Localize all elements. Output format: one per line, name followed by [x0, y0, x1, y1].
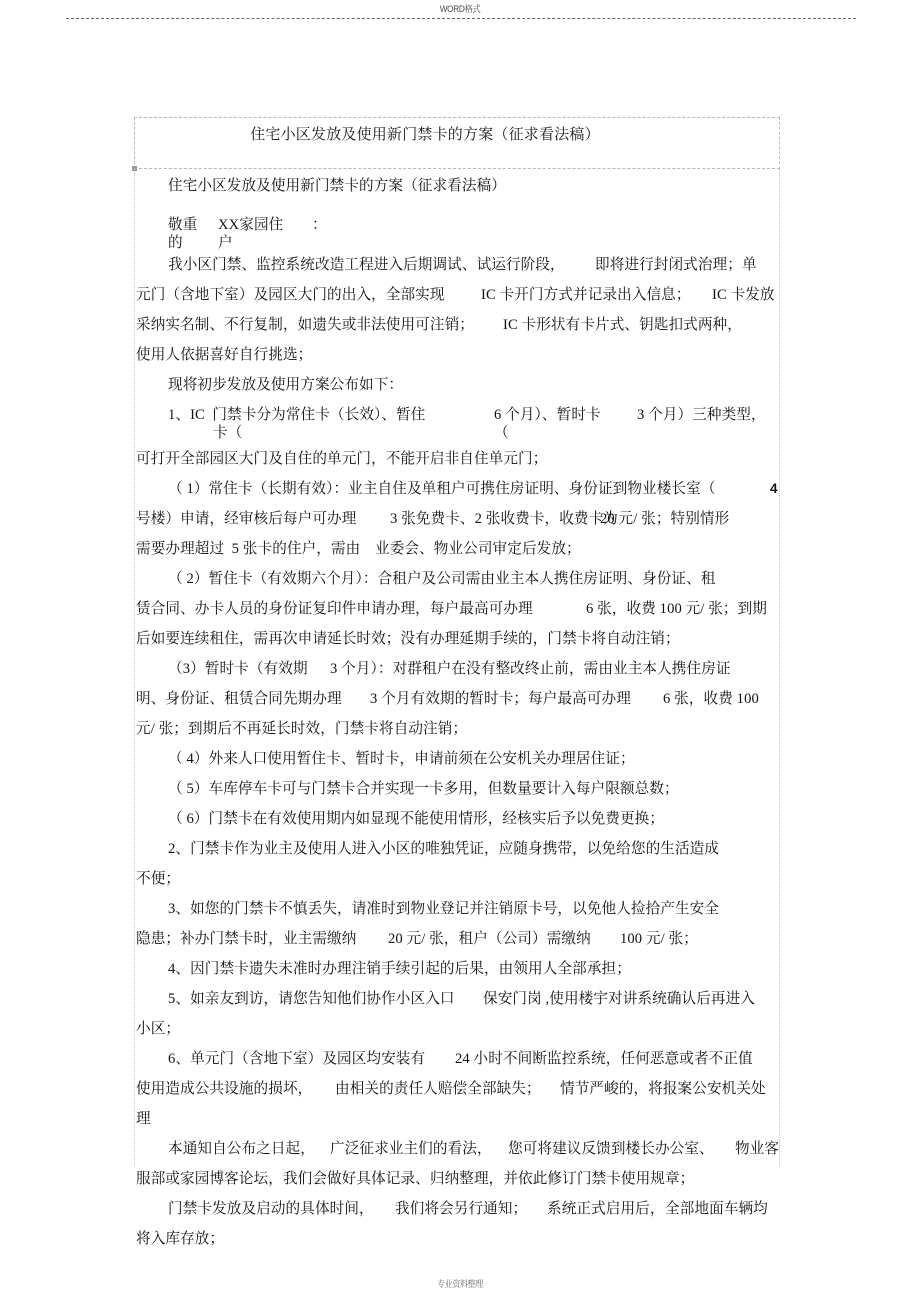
body-line: 卡（: [213, 425, 243, 441]
body-line: 后如要连续租住，需再次申请延长时效；没有办理延期手续的，门禁卡将自动注销；: [136, 631, 680, 647]
body-line: 本通知自公布之日起，: [168, 1141, 315, 1157]
body-line: 100 元/ 张；: [620, 931, 698, 947]
header-divider: [66, 18, 856, 19]
body-line: 现将初步发放及使用方案公布如下：: [168, 377, 404, 393]
body-line: 全部地面车辆均: [665, 1201, 768, 1217]
body-line: 可打开全部园区大门及自住的单元门，不能开启非自住单元门；: [136, 451, 548, 467]
body-line: 需要办理超过 5 张卡的住户，需由: [136, 541, 361, 557]
body-line: 2、门禁卡作为业主及使用人进入小区的唯独凭证，应随身携带，以免给您的生活造成: [168, 841, 720, 857]
salutation-colon: ：: [312, 217, 327, 233]
body-line: 3 个月）：对群租户在没有整改终止前，需由业主本人携住房证: [330, 661, 731, 677]
body-line: 明、身份证、租赁合同先期办理: [136, 691, 342, 707]
body-line: 我小区门禁、监控系统改造工程进入后期调试、试运行阶段，: [168, 257, 565, 273]
body-line: 6 张，收费 100 元/ 张；到期: [586, 601, 767, 617]
salutation-addressee-1: XX家园住: [218, 217, 284, 233]
body-line: 3 个月）三种类型，: [637, 407, 766, 423]
body-line: IC 卡开门方式并记录出入信息；: [481, 287, 691, 303]
body-line: 隐患；补办门禁卡时，业主需缴纳: [136, 931, 357, 947]
salutation-addressee-2: 户: [218, 235, 233, 251]
body-line: 6 张，收费 100: [663, 691, 759, 707]
body-line: 即将进行封闭式治理；单: [595, 257, 757, 273]
body-line: 20 元/ 张，租户（公司）需缴纳: [388, 931, 591, 947]
body-line: 门禁卡发放及启动的具体时间，: [168, 1201, 374, 1217]
body-line: 24 小时不间断监控系统，任何恶意或者不正值: [455, 1051, 753, 1067]
body-line: 6 个月）、暂时卡: [494, 407, 601, 423]
body-line: 将入库存放；: [136, 1231, 225, 1247]
body-line: 使用人依据喜好自行挑选；: [136, 347, 313, 363]
body-line: 赁合同、办卡人员的身份证复印件申请办理，每户最高可办理: [136, 601, 533, 617]
body-line: IC 卡形状有卡片式、钥匙扣式两种，: [503, 317, 742, 333]
title-textbox-label: 住宅小区发放及使用新门禁卡的方案（征求看法稿）: [250, 127, 600, 143]
body-line: 采纳实名制、不行复制，如遗失或非法使用可注销；: [136, 317, 474, 333]
body-line: 元门（含地下室）及园区大门的出入，全部实现: [136, 287, 445, 303]
body-line: 6、单元门（含地下室）及园区均安装有: [168, 1051, 426, 1067]
body-line: 元/ 张；到期后不再延长时效，门禁卡将自动注销；: [136, 721, 468, 737]
body-line: 服部或家园博客论坛，我们会做好具体记录、归纳整理，并依此修订门禁卡使用规章；: [136, 1171, 695, 1187]
body-line: 4、因门禁卡遗失未准时办理注销手续引起的后果，由领用人全部承担；: [168, 961, 631, 977]
body-line: 1、IC 门禁卡分为常住卡（长效）、暂住: [168, 407, 426, 423]
margin-page-number: 4: [770, 481, 778, 496]
body-line: 使用造成公共设施的损坏，: [136, 1081, 313, 1097]
header-label: WORD格式: [439, 4, 481, 14]
body-line: （ 2）暂住卡（有效期六个月）：合租户及公司需由业主本人携住房证明、身份证、租: [168, 571, 716, 587]
body-line: 3 张免费卡、2 张收费卡，收费卡为: [390, 511, 619, 527]
body-line: 号楼）申请，经审核后每户可办理: [136, 511, 357, 527]
body-line: 5、如亲友到访，请您告知他们协作小区入口: [168, 991, 455, 1007]
body-line: 3、如您的门禁卡不慎丢失，请准时到物业登记并注销原卡号，以免他人捡拾产生安全: [168, 901, 720, 917]
body-line: 20 元/ 张；特别情形: [600, 511, 730, 527]
body-line: 业委会、物业公司审定后发放；: [375, 541, 581, 557]
body-line: 不便；: [136, 871, 181, 887]
body-line: 我们将会另行通知；: [395, 1201, 528, 1217]
body-line: （: [494, 425, 509, 441]
salutation-honorific-1: 敬重: [168, 217, 198, 233]
body-line: （ 4）外来人口使用暂住卡、暂时卡，申请前须在公安机关办理居住证；: [168, 751, 635, 767]
body-line: 3 个月有效期的暂时卡；每户最高可办理: [370, 691, 631, 707]
salutation-honorific-2: 的: [168, 235, 183, 251]
body-line: IC 卡发放: [712, 287, 775, 303]
title-textbox[interactable]: [134, 117, 780, 169]
body-line: （ 1）常住卡（长期有效）：业主自住及单租户可携住房证明、身份证到物业楼长室（: [168, 481, 716, 497]
body-line: （ 5）车库停车卡可与门禁卡合并实现一卡多用，但数量要计入每户限额总数；: [168, 781, 679, 797]
body-line: 由相关的责任人赔偿全部缺失；: [335, 1081, 541, 1097]
document-heading: 住宅小区发放及使用新门禁卡的方案（征求看法稿）: [168, 178, 506, 194]
body-line: 您可将建议反馈到楼长办公室、: [508, 1141, 714, 1157]
body-line: 小区；: [136, 1021, 181, 1037]
body-line: 系统正式启用后，: [547, 1201, 665, 1217]
body-line: （ 6）门禁卡在有效使用期内如显现不能使用情形，经核实后予以免费更换；: [168, 811, 665, 827]
body-line: 情节严峻的，将报案公安机关处: [560, 1081, 766, 1097]
footer-label: 专业资料整理: [437, 1279, 483, 1289]
page-header: [0, 0, 920, 30]
body-line: 物业客: [735, 1141, 780, 1157]
body-line: 保安门岗 ,使用楼宇对讲系统确认后再进入: [483, 991, 755, 1007]
body-line: 广泛征求业主们的看法，: [330, 1141, 492, 1157]
body-line: 理: [136, 1111, 151, 1127]
body-line: （3）暂时卡（有效期: [168, 661, 308, 677]
